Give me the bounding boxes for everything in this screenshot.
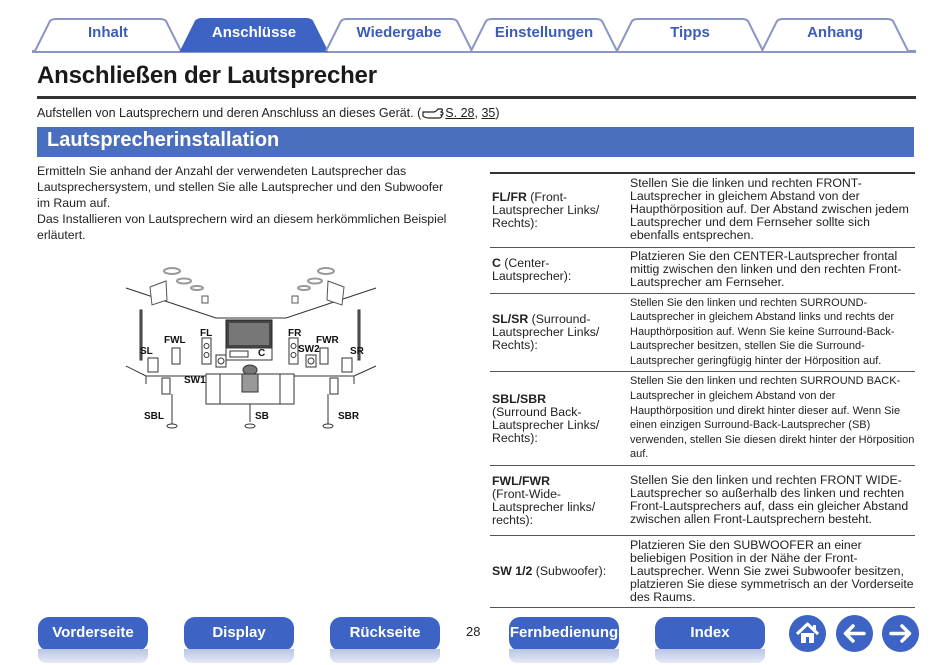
button-label: Fernbedienung [509, 624, 619, 641]
tab-anschluesse[interactable] [180, 18, 328, 52]
section-paragraph [37, 163, 457, 243]
page-number: 28 [466, 624, 481, 639]
label-fl: FL [200, 328, 213, 339]
button-shadow [509, 649, 619, 663]
speaker-desc: Stellen Sie die linken und rechten FRONT-Lautsprecher in gleichem Abstand von der Haupthörposition auf. Der Abstand zwischen jedem Lautsprecher und dem Fernseher sollte sich ebenfalls entsprechen. [630, 176, 909, 243]
vorderseite-button[interactable] [38, 617, 148, 651]
label-sr: SR [350, 346, 364, 357]
page-title: Anschließen der Lautsprecher [37, 62, 377, 89]
speaker-name: FWL/FWR (Front-Wide-Lautsprecher links/ rechts): [492, 473, 596, 527]
ref-sep: , [474, 106, 478, 120]
speaker-desc: Stellen Sie den linken und rechten SURROUND-Lautsprecher in gleichem Abstand links und rechts der Haupthörposition auf. Wenn Sie keine Surround-Back-Lautsprecher besitzen, stellen Sie die Surround-Lautsprecher geringfügig hinter der Hörposition auf. [630, 296, 895, 367]
label-sw1: SW1 [184, 375, 206, 386]
page-ref-28[interactable]: S. 28 [445, 106, 475, 120]
button-label: Index [690, 624, 730, 641]
label-sbl: SBL [144, 411, 164, 422]
speaker-name: SW 1/2 (Subwoofer): [492, 564, 607, 579]
tab-label: Anschlüsse [211, 24, 297, 41]
intro-line [37, 106, 500, 120]
table-row [490, 173, 915, 247]
button-label: Display [212, 624, 266, 641]
label-sbr: SBR [338, 411, 360, 422]
button-shadow [38, 649, 148, 663]
tab-inhalt[interactable] [34, 18, 182, 52]
title-rule [37, 96, 916, 99]
tab-label: Wiedergabe [356, 24, 442, 41]
forward-button[interactable] [882, 615, 919, 652]
button-label: Rückseite [349, 624, 421, 641]
button-label: Vorderseite [52, 624, 134, 641]
speaker-desc: Stellen Sie den linken und rechten SURROUND BACK-Lautsprecher in gleichem Abstand von der Haupthörposition und direkt hinter dieser auf. Wenn Sie einen einzigen Surround-Back-Lautsprecher (SB) verwenden, stellen Sie diesen direkt hinter der Hörposition auf. [630, 375, 915, 461]
section-title: Lautsprecherinstallation [47, 129, 280, 151]
speaker-layout-diagram [118, 262, 382, 432]
speaker-name: SBL/SBR (Surround Back-Lautsprecher Links/ Rechts): [492, 391, 600, 445]
table-row [490, 466, 915, 536]
label-fwl: FWL [164, 335, 186, 346]
speaker-desc: Platzieren Sie den CENTER-Lautsprecher frontal mittig zwischen den linken und den rechten Front-Lautsprecher am Fernseher. [630, 249, 902, 289]
button-shadow [330, 649, 440, 663]
table-row [490, 293, 915, 372]
tab-tipps[interactable] [616, 18, 764, 52]
label-c: C [258, 348, 266, 359]
label-sb: SB [255, 411, 269, 422]
tab-anhang[interactable] [761, 18, 909, 52]
speaker-name: FL/FR (Front-Lautsprecher Links/ Rechts): [492, 189, 600, 230]
paragraph-2: Das Installieren von Lautsprechern wird an diesem herkömmlichen Beispiel erläutert. [37, 212, 447, 242]
section-header [37, 127, 914, 157]
tab-label: Inhalt [88, 24, 128, 41]
paragraph-1: Ermitteln Sie anhand der Anzahl der verwendeten Lautsprecher das Lautsprechersystem, und stellen Sie alle Lautsprecher und den Subwoofer im Raum auf. [37, 164, 444, 210]
intro-text: Aufstellen von Lautsprechern und deren Anschluss an dieses Gerät. [37, 106, 414, 120]
table-row [490, 536, 915, 608]
display-button[interactable] [184, 617, 294, 651]
table-row [490, 247, 915, 293]
label-fr: FR [288, 328, 302, 339]
ref-open: ( [417, 106, 422, 120]
fernbedienung-button[interactable] [509, 617, 619, 651]
speaker-name: C (Center-Lautsprecher): [492, 256, 572, 283]
home-button[interactable] [789, 615, 826, 652]
page-ref-35[interactable]: 35 [481, 106, 496, 120]
speaker-name: SL/SR (Surround-Lautsprecher Links/ Rechts): [492, 311, 600, 352]
tab-label: Anhang [807, 24, 863, 41]
ref-close: ) [495, 106, 500, 120]
table-row [490, 372, 915, 466]
arrow-left-icon [836, 615, 873, 652]
back-button[interactable] [836, 615, 873, 652]
tab-label: Einstellungen [494, 24, 594, 41]
rueckseite-button[interactable] [330, 617, 440, 651]
top-tab-bar [0, 0, 950, 54]
arrow-right-icon [882, 615, 919, 652]
room-drawing [118, 262, 382, 432]
label-sw2: SW2 [298, 344, 320, 355]
speaker-table [490, 172, 915, 608]
speaker-desc: Stellen Sie den linken und rechten FRONT WIDE-Lautsprecher so außerhalb des linken und rechten Front-Lautsprechers auf, dass ein gleicher Abstand zwischen allen Front-Lautsprechern besteht. [630, 473, 909, 527]
speaker-desc: Platzieren Sie den SUBWOOFER an einer beliebigen Position in der Nähe der Front-Lautsprecher. Wenn Sie zwei Subwoofer besitzen, platzieren Sie diese symmetrisch an der Vorderseite des Raums. [630, 537, 914, 604]
button-shadow [184, 649, 294, 663]
tab-einstellungen[interactable] [470, 18, 618, 52]
pointing-hand-icon [422, 106, 444, 120]
tab-wiedergabe[interactable] [325, 18, 473, 52]
tab-label: Tipps [670, 24, 710, 41]
label-fwr: FWR [316, 335, 339, 346]
home-icon [789, 615, 826, 652]
label-sl: SL [140, 346, 153, 357]
button-shadow [655, 649, 765, 663]
index-button[interactable] [655, 617, 765, 651]
